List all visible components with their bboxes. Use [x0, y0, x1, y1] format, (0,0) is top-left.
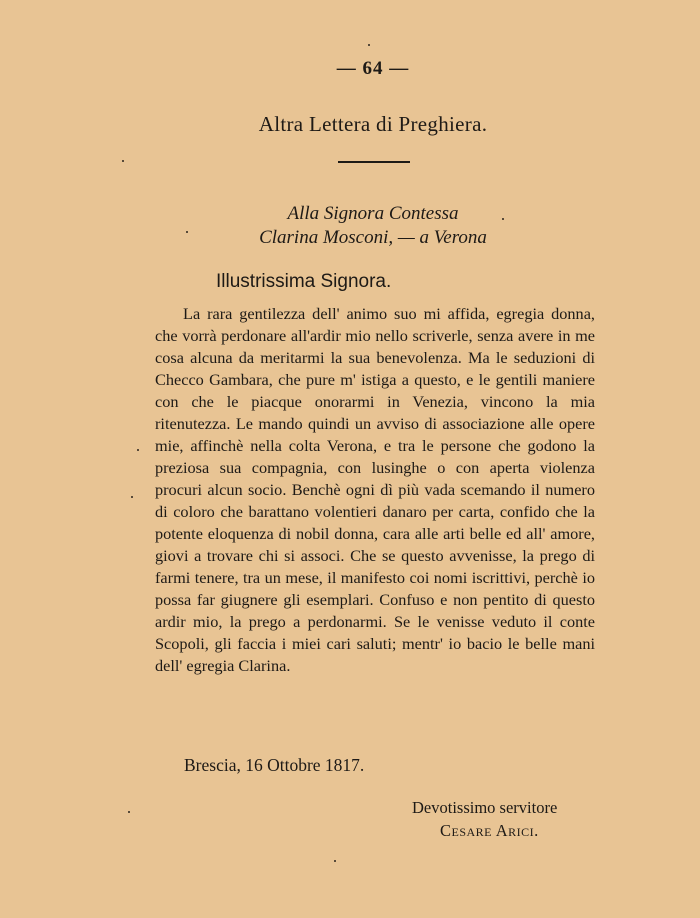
scan-speck — [334, 860, 336, 862]
page-number: — 64 — — [336, 58, 410, 79]
scan-speck — [186, 231, 188, 233]
addressee-line-1: Alla Signora Contessa — [287, 203, 459, 224]
addressee-line-2: Clarina Mosconi, — a Verona — [259, 227, 487, 248]
scan-speck — [122, 160, 124, 162]
closing-phrase: Devotissimo servitore — [412, 798, 558, 817]
letter-heading: Altra Lettera di Preghiera. — [258, 112, 488, 136]
letter-date: Brescia, 16 Ottobre 1817. — [184, 755, 365, 775]
closing-block — [412, 796, 557, 842]
scan-speck — [137, 449, 139, 451]
scan-speck — [131, 496, 133, 498]
salutation: Illustrissima Signora. — [216, 271, 392, 292]
scan-speck — [502, 218, 504, 220]
scan-speck — [128, 811, 130, 813]
addressee-block — [0, 202, 700, 250]
letter-body: La rara gentilezza dell' animo suo mi affida, egregia donna, che vorrà perdonare all'ardir mio nello scriverle, senza avere in me cosa alcuna da meritarmi la sua benevolenza. Ma le seduzioni di Checco Gambara, che pure m' istiga a questo, e le gentili maniere con che le piacque onorarmi in Venezia, vincono la mia ritenutezza. Le mando quindi un avviso di associazione alle opere mie, affinchè nella colta Verona, e tra le persone che godono la preziosa sua compagnia, con lusinghe o con aperta violenza procuri alcun socio. Benchè ogni dì più vada scemando il numero di coloro che barattano volentieri danaro per carta, confido che la potente eloquenza di nobil donna, cara alle arti belle ed all' amore, giovi a trovare chi si associ. Che se questo avvenisse, la prego di farmi tenere, tra un mese, il manifesto coi nomi iscrittivi, perchè io possa far giugnere gli esemplari. Confuso e non pentito di questo ardir mio, la prego a perdonarmi. Se le venisse veduto il conte Scopoli, gli faccia i miei cari saluti; mentr' io bacio le belle mani dell' egregia Clarina. — [155, 304, 595, 675]
heading-divider — [338, 161, 410, 163]
scan-speck — [368, 44, 370, 46]
signature: Cesare Arici. — [440, 821, 539, 840]
